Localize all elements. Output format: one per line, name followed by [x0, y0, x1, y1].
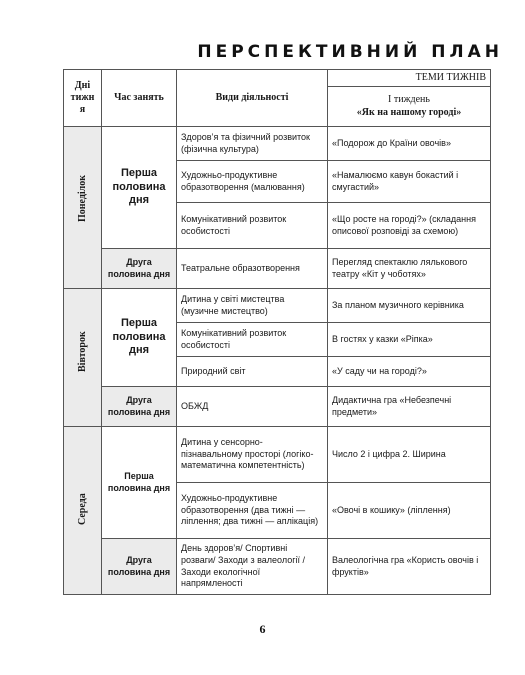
topic-cell: «Що росте на городі?» (складання описової розповіді за схемою)	[328, 203, 491, 249]
activity-cell: День здоров’я/ Спортивні розваги/ Заходи з валеології /Заходи екологічної напрямленості	[177, 539, 328, 595]
week-theme: «Як на нашому городі»	[356, 106, 462, 118]
plan-table	[63, 69, 491, 595]
topic-cell: «У саду чи на городі?»	[328, 357, 491, 387]
period-first-half: Перша половина дня	[102, 127, 177, 249]
period-first-half: Перша половина дня	[102, 289, 177, 387]
day-tuesday	[64, 289, 102, 427]
day-monday	[64, 127, 102, 289]
header-days: Дні тижня	[64, 70, 102, 127]
table-row	[64, 249, 491, 289]
header-week	[328, 87, 491, 127]
header-themes: ТЕМИ ТИЖНІВ	[328, 70, 491, 87]
period-first-half: Перша половина дня	[102, 427, 177, 539]
topic-cell: «Подорож до Країни овочів»	[328, 127, 491, 161]
topic-cell: «Овочі в кошику» (ліплення)	[328, 483, 491, 539]
topic-cell: «Намалюємо кавун бокастий і смугастий»	[328, 161, 491, 203]
period-second-half: Друга половина дня	[102, 249, 177, 289]
activity-cell: Дитина у світі мистецтва (музичне мистецтво)	[177, 289, 328, 323]
period-second-half: Друга половина дня	[102, 539, 177, 595]
topic-cell: За планом музичного керівника	[328, 289, 491, 323]
table-row	[64, 127, 491, 161]
topic-cell: Число 2 і цифра 2. Ширина	[328, 427, 491, 483]
day-label: Вівторок	[77, 331, 88, 372]
activity-cell: Здоров’я та фізичний розвиток (фізична культура)	[177, 127, 328, 161]
activity-cell: Комунікативний розвиток особистості	[177, 203, 328, 249]
activity-cell: Художньо-продуктивне образотворення (малювання)	[177, 161, 328, 203]
activity-cell: Художньо-продуктивне образотворення (два тижні — ліплення; два тижні — аплікація)	[177, 483, 328, 539]
activity-cell: Комунікативний розвиток особистості	[177, 323, 328, 357]
activity-cell: Дитина у сенсорно-пізнавальному просторі (логіко-математична компетентність)	[177, 427, 328, 483]
period-second-half: Друга половина дня	[102, 387, 177, 427]
topic-cell: В гостях у казки «Ріпка»	[328, 323, 491, 357]
table-row	[64, 387, 491, 427]
topic-cell: Перегляд спектаклю лялькового театру «Кіт у чоботях»	[328, 249, 491, 289]
activity-cell: ОБЖД	[177, 387, 328, 427]
table-row	[64, 427, 491, 483]
week-number: І тиждень	[388, 94, 430, 105]
page-number: 6	[259, 622, 266, 636]
page-title: ПЕРСПЕКТИВНИЙ ПЛАН	[197, 42, 503, 62]
day-label: Понеділок	[77, 174, 88, 222]
activity-cell: Природний світ	[177, 357, 328, 387]
table-row	[64, 539, 491, 595]
day-wednesday	[64, 427, 102, 595]
table-row	[64, 289, 491, 323]
header-activities: Види діяльності	[177, 70, 328, 127]
activity-cell: Театральне образотворення	[177, 249, 328, 289]
topic-cell: Валеологічна гра «Користь овочів і фруктів»	[328, 539, 491, 595]
day-label: Середа	[77, 493, 88, 525]
topic-cell: Дидактична гра «Небезпечні предмети»	[328, 387, 491, 427]
header-time: Час занять	[102, 70, 177, 127]
